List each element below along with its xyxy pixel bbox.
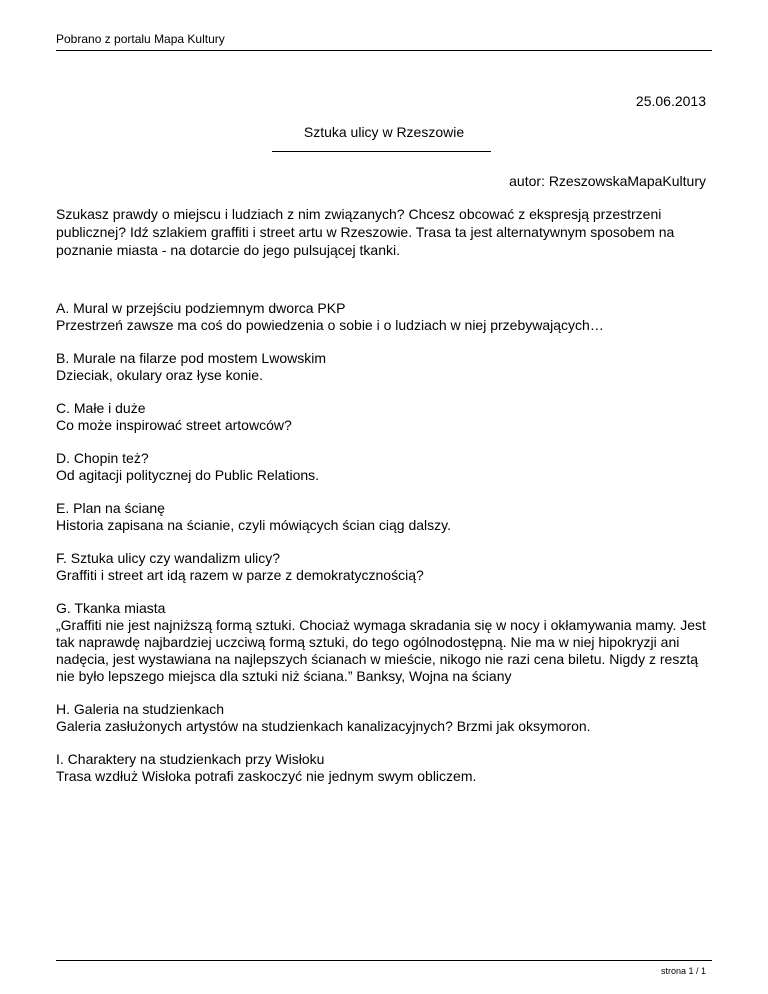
route-point [56, 751, 712, 785]
intro-paragraph: Szukasz prawdy o miejscu i ludziach z nim związanych? Chcesz obcować z ekspresją przestrzeni publicznej? Idź szlakiem graffiti i street artu w Rzeszowie. Trasa ta jest alternatywnym sposobem na poznanie miasta - na dotarcie do jego pulsującej tkanki. [56, 206, 675, 258]
route-point-heading: D. Chopin też? [56, 450, 149, 466]
page-number: strona 1 / 1 [660, 966, 706, 976]
route-point [56, 550, 712, 584]
route-point-description: Co może inspirować street artowców? [56, 417, 292, 433]
header-divider [56, 50, 712, 51]
route-point-description: Graffiti i street art idą razem w parze z demokratycznością? [56, 567, 424, 583]
route-point [56, 350, 712, 384]
route-point-heading: G. Tkanka miasta [56, 600, 166, 616]
document-title: Sztuka ulicy w Rzeszowie [303, 124, 465, 140]
route-point-description: „Graffiti nie jest najniższą formą sztuki. Chociaż wymaga skradania się w nocy i okłamywania mamy. Jest tak naprawdę najbardziej uczciwą formą sztuki, do tego ogólnodostępną. Nie ma w niej hipokryzji ani nadęcia, jest wystawiana na najlepszych ścianach w mieście, nikogo nie razi cena biletu. Nigdy z resztą nie było lepszego miejsca dla sztuki niż ściana.” Banksy, Wojna na ściany [56, 617, 706, 684]
route-point-description: Historia zapisana na ścianie, czyli mówiących ścian ciąg dalszy. [56, 517, 452, 533]
footer-divider [56, 960, 712, 961]
document-date: 25.06.2013 [635, 93, 706, 109]
title-underline [272, 151, 491, 152]
route-point-heading: B. Murale na filarze pod mostem Lwowskim [56, 350, 326, 366]
route-point-heading: F. Sztuka ulicy czy wandalizm ulicy? [56, 550, 281, 566]
route-point [56, 600, 712, 685]
route-point [56, 300, 712, 334]
route-point-heading: H. Galeria na studzienkach [56, 701, 225, 717]
route-point [56, 400, 712, 434]
route-point-description: Od agitacji politycznej do Public Relations. [56, 467, 320, 483]
route-point-heading: C. Małe i duże [56, 400, 146, 416]
route-point-description: Dzieciak, okulary oraz łyse konie. [56, 367, 263, 383]
route-point-heading: E. Plan na ścianę [56, 500, 165, 516]
route-point-heading: I. Charaktery na studzienkach przy Wisłoku [56, 751, 325, 767]
document-author: autor: RzeszowskaMapaKultury [509, 173, 706, 189]
route-point-description: Trasa wzdłuż Wisłoka potrafi zaskoczyć nie jednym swym obliczem. [56, 768, 477, 784]
page-header-source: Pobrano z portalu Mapa Kultury [56, 32, 225, 46]
route-point [56, 701, 712, 735]
route-point [56, 450, 712, 484]
route-point-description: Galeria zasłużonych artystów na studzienkach kanalizacyjnych? Brzmi jak oksymoron. [56, 718, 591, 734]
route-point-heading: A. Mural w przejściu podziemnym dworca PKP [56, 300, 346, 316]
route-point-description: Przestrzeń zawsze ma coś do powiedzenia o sobie i o ludziach w niej przebywających… [56, 317, 604, 333]
route-point [56, 500, 712, 534]
route-points-list [56, 300, 712, 801]
